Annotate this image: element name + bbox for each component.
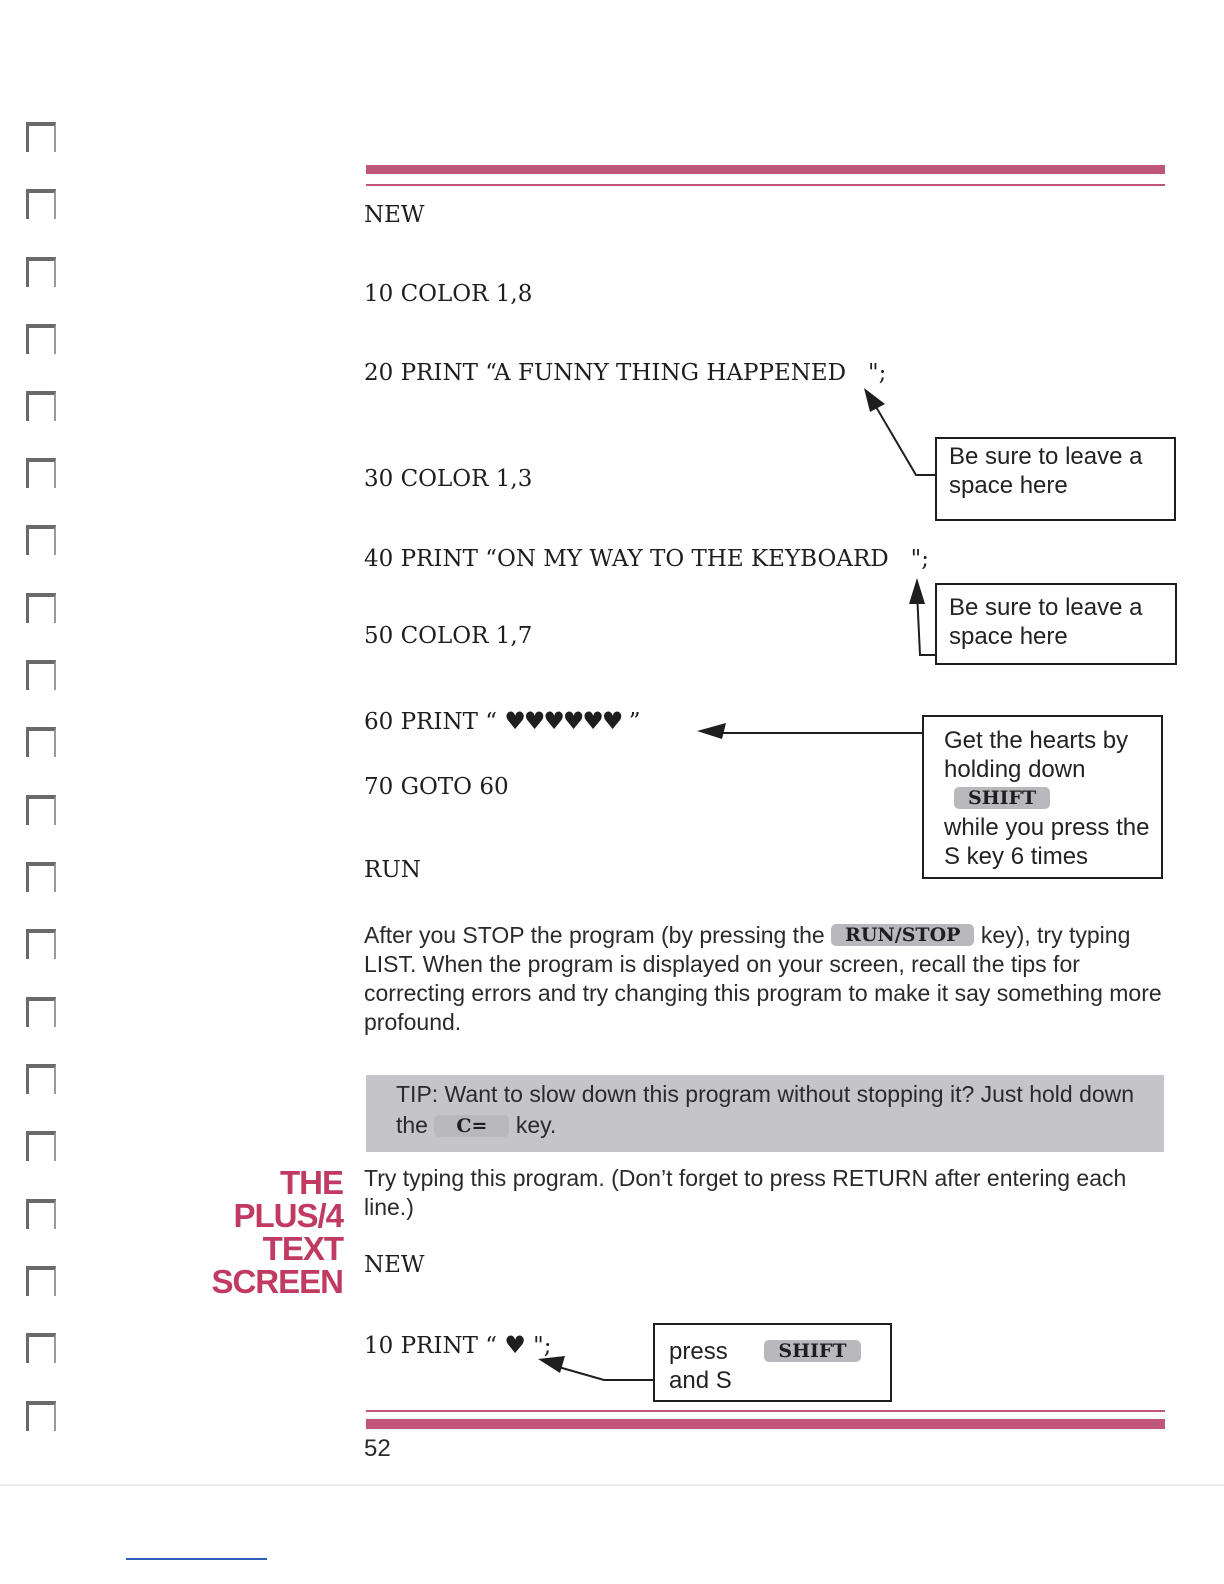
scan-mark — [126, 1558, 267, 1560]
callout-space-2: Be sure to leave a space here — [935, 583, 1177, 665]
callout-hearts-key-row — [944, 784, 1161, 813]
code-line-run: RUN — [364, 857, 421, 883]
code-line-new: NEW — [364, 202, 425, 228]
section-title-line: THE — [280, 1164, 343, 1201]
hearts-glyphs: ♥♥♥♥♥♥ — [504, 707, 622, 735]
tip-text-after-key: key. — [515, 1112, 557, 1138]
callout-hearts-text-2: while you press the S key 6 times — [944, 814, 1150, 870]
code-line-40: 40 PRINT “ON MY WAY TO THE KEYBOARD "; — [364, 546, 929, 572]
callout-press-text: press — [669, 1338, 728, 1365]
tip-text-before-key: TIP: Want to slow down this program without stopping it? Just hold down the — [396, 1081, 1135, 1138]
shift-key: SHIFT — [954, 787, 1050, 809]
code-line-70: 70 GOTO 60 — [364, 774, 509, 800]
code-line-50: 50 COLOR 1,7 — [364, 623, 533, 649]
code-line-60-start: 60 PRINT “ — [364, 709, 497, 735]
bottom-rule-thin — [366, 1410, 1165, 1412]
section-title — [200, 1166, 343, 1298]
callout-hearts-text-1: Get the hearts by holding down — [944, 727, 1129, 783]
heart-glyph: ♥ — [504, 1331, 526, 1359]
callout-press-shift — [653, 1323, 892, 1402]
section-title-line: PLUS/4 — [233, 1197, 343, 1234]
arrow-connector-1 — [872, 400, 936, 475]
arrow-connector-4 — [555, 1366, 654, 1380]
code-line-20: 20 PRINT “A FUNNY THING HAPPENED "; — [364, 360, 887, 386]
arrow-head-3 — [697, 723, 726, 739]
section-intro: Try typing this program. (Don’t forget to press RETURN after entering each line.) — [364, 1165, 1127, 1220]
tip-box — [366, 1075, 1164, 1152]
commodore-key: C= — [434, 1115, 509, 1137]
bottom-rule-thick — [366, 1419, 1165, 1429]
callout-press-row — [669, 1337, 890, 1366]
code2-line-10-end: "; — [525, 1333, 552, 1359]
callout-and-s-text: and S — [669, 1367, 732, 1394]
code2-line-10 — [364, 1331, 551, 1359]
paragraph-text-before-key: After you STOP the program (by pressing the — [364, 922, 825, 948]
callout-space-1: Be sure to leave a space here — [935, 437, 1176, 521]
code2-line-new: NEW — [364, 1252, 425, 1278]
page-number: 52 — [364, 1435, 391, 1462]
paragraph-text-after-key: key), try typing LIST. When the program is displayed on your screen, recall the tips for correcting errors and try changing this program to make it say something more profound. — [364, 922, 1162, 1035]
section-title-line: SCREEN — [211, 1263, 343, 1300]
arrow-head-1 — [864, 388, 885, 412]
code-line-30: 30 COLOR 1,3 — [364, 466, 533, 492]
section-title-line: TEXT — [262, 1230, 343, 1267]
code-line-60-end: ” — [621, 709, 641, 735]
callout-hearts — [922, 715, 1163, 879]
shift-key: SHIFT — [764, 1340, 860, 1362]
code2-line-10-start: 10 PRINT “ — [364, 1333, 497, 1359]
run-stop-key: RUN/STOP — [831, 924, 974, 946]
page-edge — [0, 1484, 1224, 1486]
paragraph-after-stop — [364, 921, 1164, 1037]
arrow-head-2 — [909, 578, 925, 604]
code-line-10: 10 COLOR 1,8 — [364, 281, 533, 307]
